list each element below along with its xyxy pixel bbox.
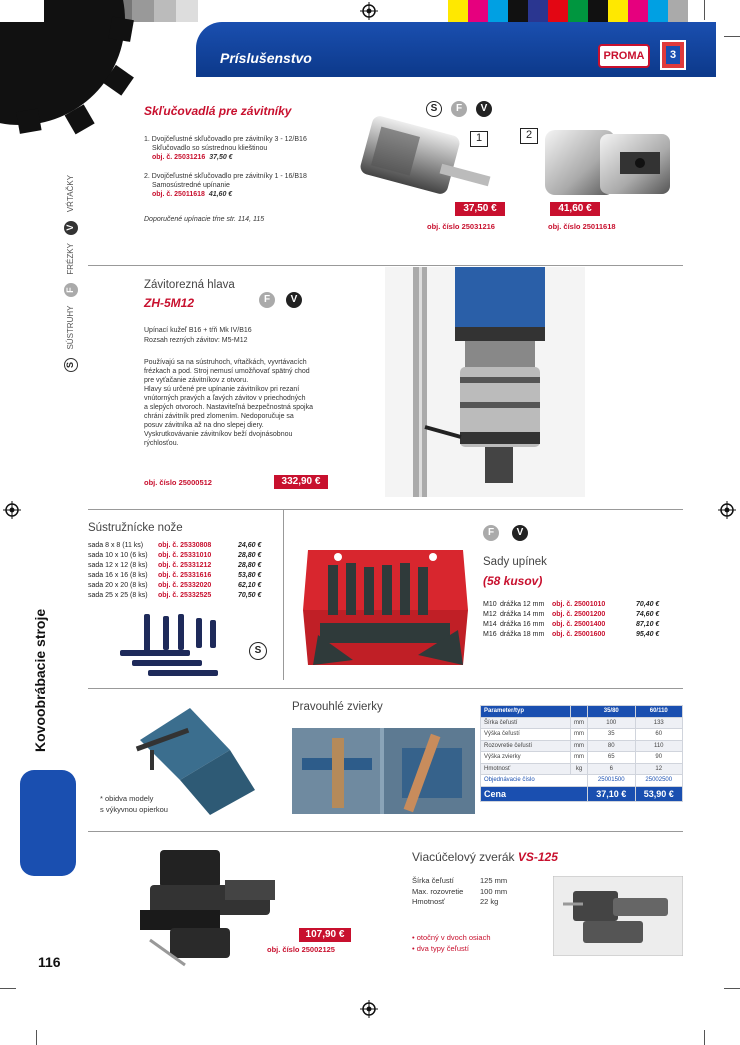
set-name: sada 8 x 8 (11 ks) <box>88 542 144 549</box>
price: 95,40 € <box>635 631 660 638</box>
set-name: sada 16 x 16 (8 ks) <box>88 572 148 579</box>
multi-vise-model: VS-125 <box>517 850 558 864</box>
table-row <box>481 740 683 752</box>
angle-clamp-photo <box>292 728 475 814</box>
desc-line: posuv závitníka až na dno slepej diery. <box>144 422 264 429</box>
param: Šírka čeľustí <box>481 717 571 729</box>
chuck-item-2 <box>144 172 364 199</box>
order-label: Objednávacie číslo <box>481 775 588 787</box>
spec-label: Šírka čeľustí <box>412 876 454 885</box>
desc-line: frézkach a pod. Stroj nemusí umožňovať spätný chod <box>144 368 310 375</box>
price: 24,60 € <box>238 542 262 549</box>
order-number: obj. č. 25331212 <box>158 562 212 569</box>
price-a: 37,10 € <box>588 786 636 801</box>
badge-s: S <box>249 642 267 660</box>
chuck-2-image <box>540 122 675 207</box>
tapping-head-spec-2: Rozsah rezných závitov: M5-M12 <box>144 337 248 344</box>
desc-line: Hlavy sú určené pre upínanie závitníkov pri rezaní <box>144 386 300 393</box>
chuck-1-price-tag: 37,50 € <box>455 202 505 216</box>
page-title: Príslušenstvo <box>220 50 312 66</box>
value-a: 100 <box>588 717 636 729</box>
color-swatch <box>568 0 588 22</box>
badge-s: S <box>426 101 442 117</box>
chuck-item-1-line1: 1. Dvojčeľustné skľučovadlo pre závitníky 3 - 12/B16 <box>144 136 307 143</box>
tapping-head-image <box>385 267 585 497</box>
tapping-head-model: ZH-5M12 <box>144 296 195 310</box>
chuck-item-1-price: 37,50 € <box>209 154 233 161</box>
lathe-tools-row <box>88 591 261 601</box>
spec-label: Max. rozovretie <box>412 886 464 896</box>
param: Hmotnosť <box>481 763 571 775</box>
registration-mark-icon <box>3 501 21 519</box>
table-row <box>481 752 683 764</box>
desc-line: pre vyťačanie závitníkov z otvoru. <box>144 377 249 384</box>
desc-line: a slepých otvoroch. Nastaviteľná bezpečnostná spojka <box>144 404 313 411</box>
lathe-tools-row <box>88 541 261 551</box>
price: 74,60 € <box>635 611 660 618</box>
chuck-label-2: 2 <box>520 128 538 144</box>
clamp-set-image <box>298 535 473 670</box>
price: 87,10 € <box>635 621 660 628</box>
value-a: 80 <box>588 740 636 752</box>
angle-clamps-title: Pravouhlé zvierky <box>292 701 383 713</box>
thread-size: M10 <box>483 601 497 608</box>
spec-value: 100 mm <box>480 886 508 896</box>
color-swatch <box>548 0 568 22</box>
proma-logo: PROMA <box>598 44 650 68</box>
slot-size: drážka 14 mm <box>499 611 545 618</box>
chuck-2-price-tag: 41,60 € <box>550 202 600 216</box>
multi-vise-image <box>130 840 290 970</box>
side-letter-f: F <box>64 283 78 297</box>
thread-size: M14 <box>483 621 497 628</box>
desc-line: Používajú sa na sústruhoch, vŕtačkách, vyvrtávacích <box>144 359 307 366</box>
divider <box>283 510 284 680</box>
value-a: 6 <box>588 763 636 775</box>
chuck-note: Doporučené upínacie tŕne str. 114, 115 <box>144 216 265 223</box>
tapping-head-title: Závitorezná hlava <box>144 279 235 291</box>
desc-line: vnútorných pravých a ľavých závitov v priechodných <box>144 395 306 402</box>
crop-mark <box>704 1030 705 1045</box>
price: 70,40 € <box>635 601 660 608</box>
value-b: 60 <box>635 729 683 741</box>
order-a: 25001500 <box>588 775 636 787</box>
order-number: obj. č. 25331616 <box>158 572 212 579</box>
lathe-tools-row <box>88 551 261 561</box>
bullet: • dva typy čeľustí <box>412 943 469 953</box>
divider <box>88 831 683 832</box>
unit: mm <box>571 717 588 729</box>
badge-f: F <box>451 101 467 117</box>
tapping-head-description <box>144 358 374 448</box>
chuck-2-order-tag: obj. číslo 25011618 <box>548 222 616 231</box>
table-header: 35/80 <box>588 706 636 718</box>
set-name: sada 10 x 10 (6 ks) <box>88 552 148 559</box>
chuck-1-order-tag: obj. číslo 25031216 <box>427 222 495 231</box>
multi-vise-heading <box>412 850 558 864</box>
gear-icon <box>0 0 150 150</box>
desc-line: Vyskrutkovávanie závitníkov beží dvojnásobnou <box>144 431 293 438</box>
color-swatch <box>468 0 488 22</box>
value-b: 90 <box>635 752 683 764</box>
color-swatch <box>588 0 608 22</box>
crop-mark <box>724 36 740 37</box>
value-b: 12 <box>635 763 683 775</box>
angle-clamps-note-line1: * obidva modely <box>100 794 154 803</box>
chuck-item-1-line2: Skľučovadlo so sústrednou klieštinou <box>152 145 268 152</box>
tapping-head-price-tag: 332,90 € <box>274 475 328 489</box>
param: Výška zvierky <box>481 752 571 764</box>
angle-clamps-spec-table <box>480 705 683 802</box>
clamp-set-row <box>483 600 659 610</box>
brand-number-logo <box>660 40 686 70</box>
chuck-item-1-order: obj. č. 25031216 <box>152 154 206 161</box>
desc-line: chráni závitník pred zlomením. Nedoporučuje sa <box>144 413 294 420</box>
lathe-tools-row <box>88 571 261 581</box>
spec-value: 125 mm <box>480 876 508 885</box>
angle-clamps-note-line2: s výkyvnou opierkou <box>100 805 168 814</box>
table-row <box>481 729 683 741</box>
color-swatch <box>488 0 508 22</box>
color-swatch <box>176 0 198 22</box>
price: 28,80 € <box>238 562 262 569</box>
price-b: 53,90 € <box>635 786 683 801</box>
tapping-head-spec-1: Upínací kužeľ B16 + tŕň Mk IV/B16 <box>144 327 252 334</box>
spec-label: Hmotnosť <box>412 897 445 906</box>
chuck-item-2-line2: Samosústredné upínanie <box>152 182 230 189</box>
thread-size: M16 <box>483 631 497 638</box>
clamp-sets-subtitle: (58 kusov) <box>483 574 543 588</box>
brand-number: 3 <box>666 46 680 64</box>
header-underline <box>196 74 716 77</box>
badge-v: V <box>286 292 302 308</box>
multi-vise-title: Viacúčelový zverák <box>412 850 515 864</box>
unit: mm <box>571 752 588 764</box>
thread-size: M12 <box>483 611 497 618</box>
bullet: • otočný v dvoch osiach <box>412 933 491 942</box>
lathe-tools-image <box>118 612 228 680</box>
crop-mark <box>0 988 16 989</box>
registration-mark-icon <box>360 1000 378 1018</box>
chuck-item-2-price: 41,60 € <box>208 191 233 198</box>
clamp-set-row <box>483 610 659 620</box>
badge-v: V <box>512 525 528 541</box>
order-number: obj. č. 25001400 <box>551 621 606 628</box>
price: 70,50 € <box>238 592 262 599</box>
unit: mm <box>571 729 588 741</box>
multi-vise-price-tag: 107,90 € <box>299 928 351 942</box>
crop-mark <box>36 1030 37 1045</box>
price: 62,10 € <box>238 582 262 589</box>
divider <box>88 688 683 689</box>
multi-vise-bullets <box>412 933 491 954</box>
lathe-tools-title: Sústružnícke nože <box>88 522 183 534</box>
price-label: Cena <box>481 786 588 801</box>
order-number: obj. č. 25330808 <box>158 542 212 549</box>
value-b: 110 <box>635 740 683 752</box>
value-a: 65 <box>588 752 636 764</box>
clamp-sets-title: Sady upínek <box>483 556 547 568</box>
order-number: obj. č. 25331010 <box>158 552 212 559</box>
param: Rozovretie čeľustí <box>481 740 571 752</box>
chuck-label-1: 1 <box>470 131 488 147</box>
page-number: 116 <box>38 954 61 970</box>
badge-v: V <box>476 101 492 117</box>
clamp-sets-list <box>483 600 659 640</box>
angle-clamps-note <box>100 793 168 815</box>
divider <box>88 265 683 266</box>
slot-size: drážka 16 mm <box>499 621 545 628</box>
color-swatch <box>668 0 688 22</box>
order-number: obj. č. 25332525 <box>158 592 212 599</box>
chuck-item-1 <box>144 135 364 162</box>
table-row <box>481 717 683 729</box>
price: 53,80 € <box>238 572 262 579</box>
chuck-item-2-line1: 2. Dvojčeľustné skľučovadlo pre závitníky 1 - 16/B18 <box>144 173 307 180</box>
spec-value: 22 kg <box>480 897 499 906</box>
registration-mark-icon <box>718 501 736 519</box>
param: Výška čeľustí <box>481 729 571 741</box>
multi-vise-order: obj. číslo 25002125 <box>267 945 335 954</box>
category-label: Kovoobrábacie stroje <box>32 608 48 752</box>
lathe-tools-row <box>88 581 261 591</box>
set-name: sada 20 x 20 (8 ks) <box>88 582 148 589</box>
chuck-title: Skľučovadlá pre závitníky <box>144 104 292 118</box>
color-swatch <box>154 0 176 22</box>
color-swatch <box>608 0 628 22</box>
side-label-drills: VŔTAČKY <box>66 174 75 213</box>
price: 28,80 € <box>238 552 262 559</box>
side-label-mills: FRÉZKY <box>66 243 75 275</box>
order-number: obj. č. 25001010 <box>551 601 606 608</box>
side-letter-v: V <box>64 221 78 235</box>
set-name: sada 25 x 25 (8 ks) <box>88 592 148 599</box>
multi-vise-specs <box>412 876 507 908</box>
badge-f: F <box>483 525 499 541</box>
side-machine-index <box>60 174 80 582</box>
lathe-tools-list <box>88 541 261 601</box>
lathe-tools-row <box>88 561 261 571</box>
divider <box>88 509 683 510</box>
unit: kg <box>571 763 588 775</box>
order-number: obj. č. 25001200 <box>551 611 606 618</box>
tapping-head-order: obj. číslo 25000512 <box>144 478 212 487</box>
chuck-item-2-order: obj. č. 25011618 <box>152 191 205 198</box>
table-row <box>481 763 683 775</box>
order-number: obj. č. 25001600 <box>551 631 606 638</box>
clamp-set-row <box>483 620 659 630</box>
order-number: obj. č. 25332020 <box>158 582 212 589</box>
table-header <box>571 706 588 718</box>
side-label-lathes: SÚSTRUHY <box>66 305 75 350</box>
badge-f: F <box>259 292 275 308</box>
color-swatch <box>508 0 528 22</box>
side-letter-s: S <box>64 358 78 372</box>
multi-vise-photo <box>553 876 683 956</box>
clamp-set-row <box>483 630 659 640</box>
crop-mark <box>724 988 740 989</box>
table-header: Parameter/typ <box>481 706 571 718</box>
category-tab <box>20 770 76 876</box>
color-swatch <box>628 0 648 22</box>
color-swatch <box>528 0 548 22</box>
order-b: 25002500 <box>635 775 683 787</box>
value-b: 133 <box>635 717 683 729</box>
registration-mark-icon <box>360 2 378 20</box>
table-row-price <box>481 786 683 801</box>
color-swatch <box>648 0 668 22</box>
unit: mm <box>571 740 588 752</box>
set-name: sada 12 x 12 (8 ks) <box>88 562 148 569</box>
crop-mark <box>704 0 705 20</box>
table-header: 60/110 <box>635 706 683 718</box>
value-a: 35 <box>588 729 636 741</box>
color-swatch <box>448 0 468 22</box>
slot-size: drážka 12 mm <box>499 601 545 608</box>
chuck-1-image <box>345 115 495 205</box>
desc-line: rýchlosťou. <box>144 440 179 447</box>
slot-size: drážka 18 mm <box>499 631 545 638</box>
table-row-order <box>481 775 683 787</box>
